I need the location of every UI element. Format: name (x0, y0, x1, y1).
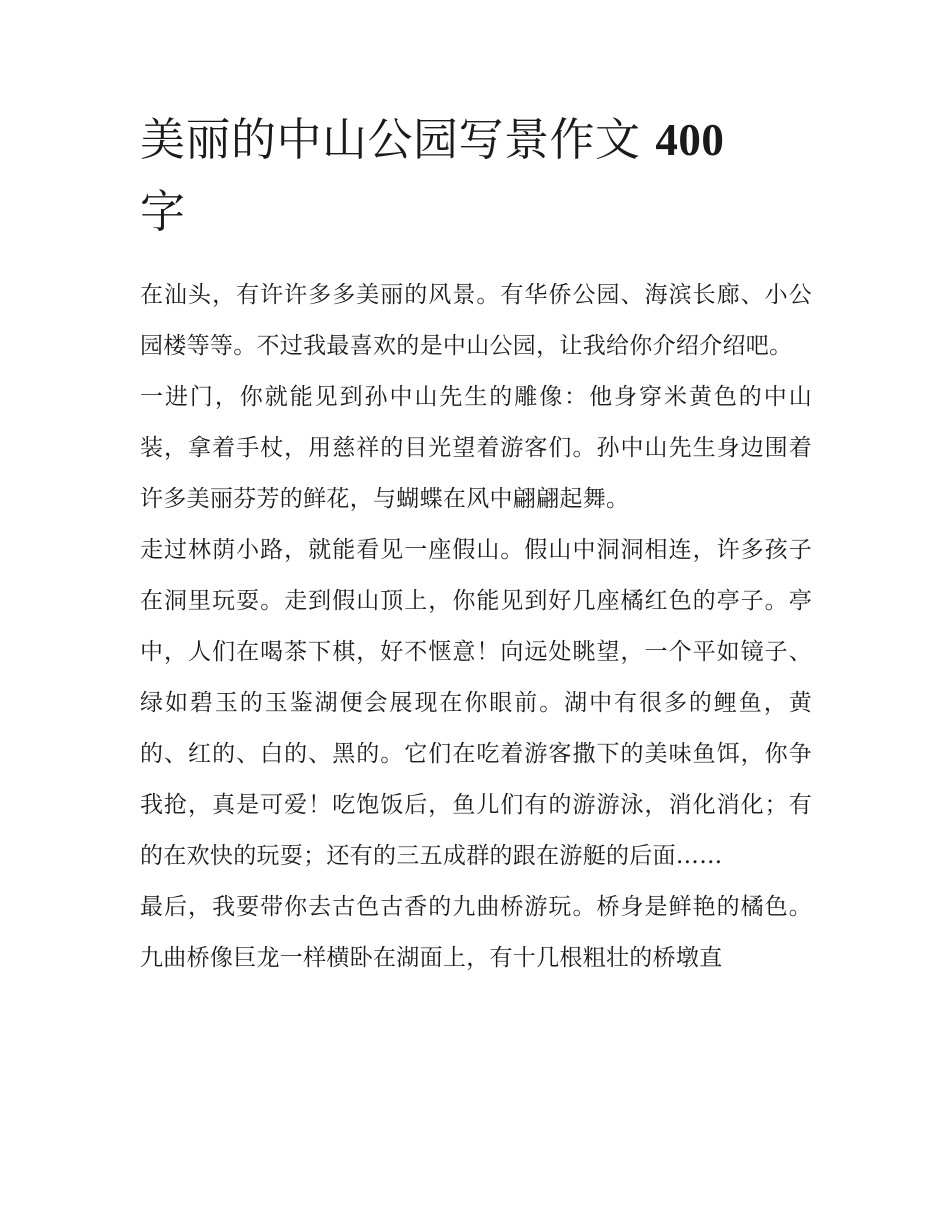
title-tail: 字 (140, 185, 186, 238)
document-page (140, 104, 812, 984)
paragraph-4: 最后，我要带你去古色古香的九曲桥游玩。桥身是鲜艳的橘色。九曲桥像巨龙一样横卧在湖面上，有十几根粗壮的桥墩直 (140, 894, 812, 971)
title-number: 400 (655, 115, 725, 165)
document-title (140, 104, 812, 248)
paragraph-3: 走过林荫小路，就能看见一座假山。假山中洞洞相连，许多孩子在洞里玩耍。走到假山顶上，你能见到好几座橘红色的亭子。亭中，人们在喝茶下棋，好不惬意！向远处眺望，一个平如镜子、绿如碧玉的玉鉴湖便会展现在你眼前。湖中有很多的鲤鱼，黄的、红的、白的、黑的。它们在吃着游客撒下的美味鱼饵，你争我抢，真是可爱！吃饱饭后，鱼儿们有的游游泳，消化消化；有的在欢快的玩耍；还有的三五成群的跟在游艇的后面…… (140, 537, 812, 869)
title-text: 美丽的中山公园写景作文 (140, 113, 641, 166)
paragraph-2: 一进门，你就能见到孙中山先生的雕像：他身穿米黄色的中山装，拿着手杖，用慈祥的目光望着游客们。孙中山先生身边围着许多美丽芬芳的鲜花，与蝴蝶在风中翩翩起舞。 (140, 384, 812, 512)
paragraph-1: 在汕头，有许许多多美丽的风景。有华侨公园、海滨长廊、小公园楼等等。不过我最喜欢的是中山公园，让我给你介绍介绍吧。 (140, 282, 812, 359)
document-body (140, 270, 812, 984)
